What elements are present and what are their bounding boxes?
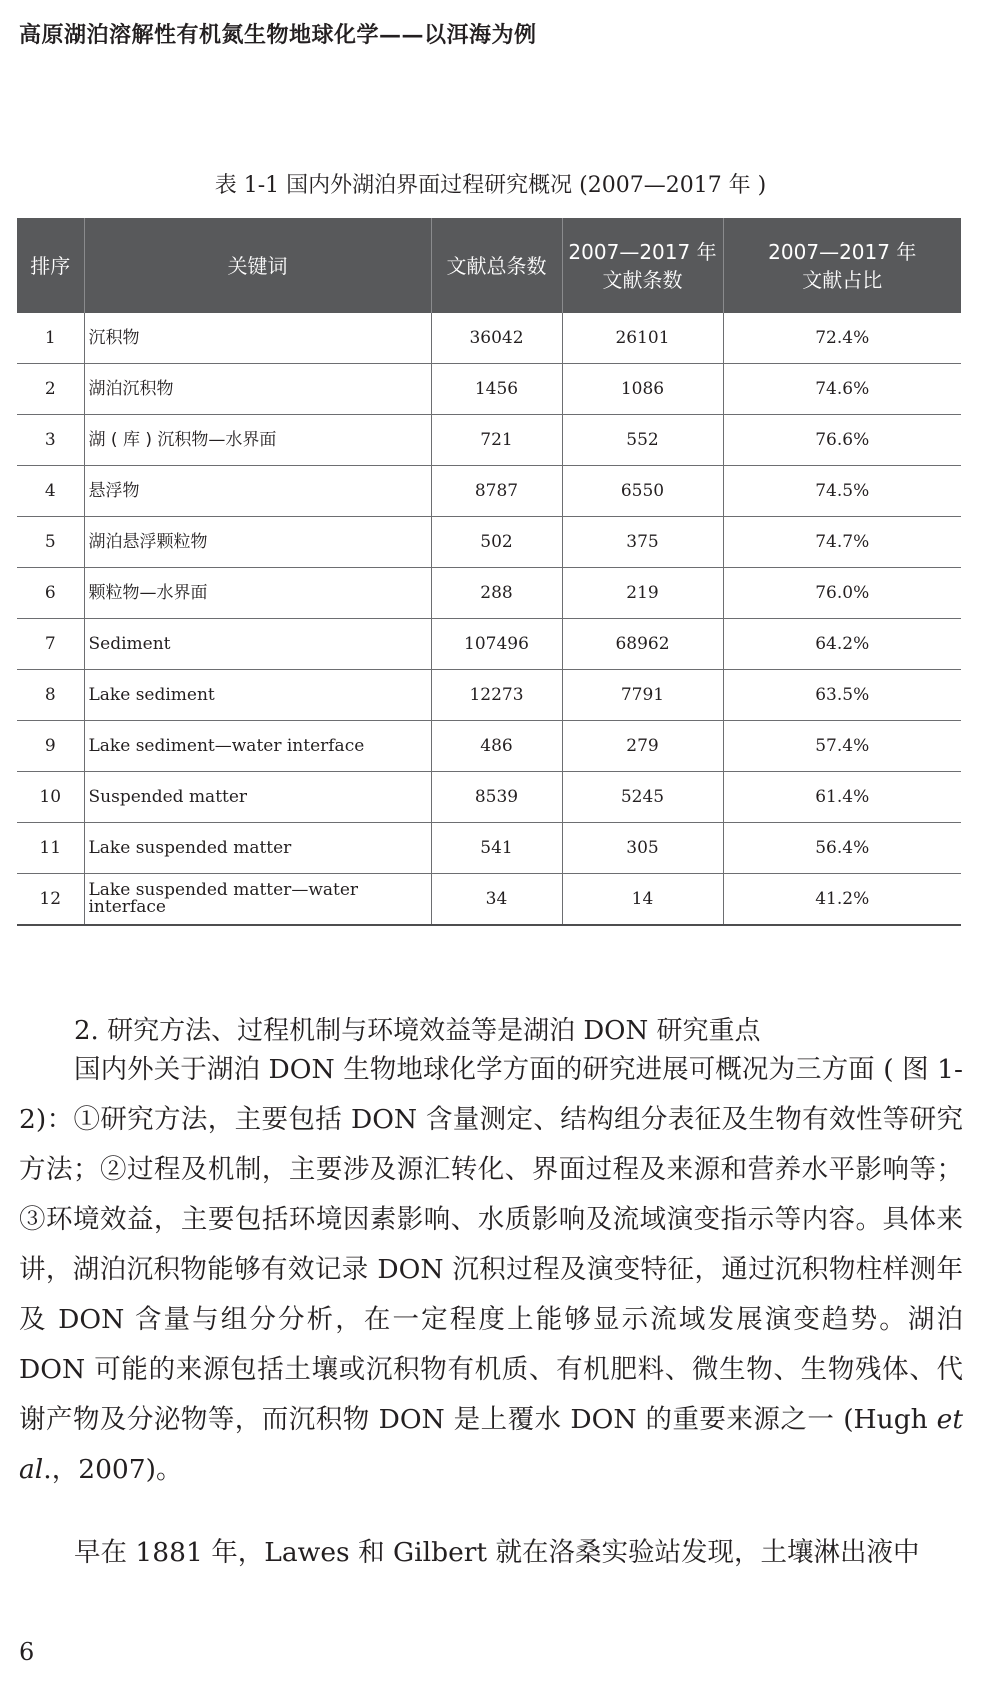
table-caption: 表 1-1 国内外湖泊界面过程研究概况 (2007—2017 年 ) <box>214 173 767 198</box>
section-heading: 2. 研究方法、过程机制与环境效益等是湖泊 DON 研究重点 <box>74 1016 761 1046</box>
cell-count: 1086 <box>562 364 723 415</box>
header-ratio-line1: 2007—2017 年 <box>768 239 917 264</box>
cell-rank: 10 <box>17 772 84 823</box>
cell-count: 305 <box>562 823 723 874</box>
cell-ratio: 74.6% <box>723 364 961 415</box>
header-rank: 排序 <box>17 218 84 313</box>
table-row <box>17 568 961 619</box>
header-count-line1: 2007—2017 年 <box>568 239 717 264</box>
header-ratio-line2: 文献占比 <box>802 267 883 292</box>
cell-keyword: Lake sediment—water interface <box>84 721 431 772</box>
cell-total: 8787 <box>431 466 562 517</box>
cell-rank: 12 <box>17 874 84 926</box>
literature-table <box>17 218 961 926</box>
paragraph-text-end: .，2007)。 <box>43 1454 183 1485</box>
cell-keyword: 湖泊沉积物 <box>84 364 431 415</box>
cell-total: 34 <box>431 874 562 926</box>
table-row <box>17 823 961 874</box>
cell-total: 12273 <box>431 670 562 721</box>
cell-ratio: 57.4% <box>723 721 961 772</box>
cell-keyword: 湖泊悬浮颗粒物 <box>84 517 431 568</box>
cell-keyword: 悬浮物 <box>84 466 431 517</box>
cell-rank: 6 <box>17 568 84 619</box>
cell-ratio: 41.2% <box>723 874 961 926</box>
cell-count: 375 <box>562 517 723 568</box>
header-total: 文献总条数 <box>431 218 562 313</box>
cell-count: 5245 <box>562 772 723 823</box>
cell-count: 6550 <box>562 466 723 517</box>
cell-rank: 11 <box>17 823 84 874</box>
page-number: 6 <box>19 1638 35 1666</box>
body-paragraph <box>19 1045 963 1495</box>
cell-keyword: 颗粒物—水界面 <box>84 568 431 619</box>
cell-keyword: Sediment <box>84 619 431 670</box>
paragraph-italic-text: et al <box>19 1404 963 1485</box>
cell-total: 541 <box>431 823 562 874</box>
cell-count: 7791 <box>562 670 723 721</box>
cell-total: 8539 <box>431 772 562 823</box>
cell-ratio: 63.5% <box>723 670 961 721</box>
cell-count: 14 <box>562 874 723 926</box>
table-row <box>17 517 961 568</box>
table-row <box>17 721 961 772</box>
table-row <box>17 670 961 721</box>
cell-count: 279 <box>562 721 723 772</box>
header-ratio <box>723 218 961 313</box>
running-head: 高原湖泊溶解性有机氮生物地球化学——以洱海为例 <box>19 22 537 48</box>
body-paragraph-2: 早在 1881 年，Lawes 和 Gilbert 就在洛桑实验站发现，土壤淋出液中 <box>74 1537 920 1568</box>
header-count-line2: 文献条数 <box>602 267 683 292</box>
table-row <box>17 772 961 823</box>
cell-ratio: 56.4% <box>723 823 961 874</box>
cell-rank: 2 <box>17 364 84 415</box>
table-row <box>17 619 961 670</box>
table-row <box>17 364 961 415</box>
header-count <box>562 218 723 313</box>
cell-total: 1456 <box>431 364 562 415</box>
table-row <box>17 466 961 517</box>
cell-rank: 1 <box>17 313 84 364</box>
cell-count: 68962 <box>562 619 723 670</box>
table-row <box>17 313 961 364</box>
cell-total: 721 <box>431 415 562 466</box>
cell-ratio: 64.2% <box>723 619 961 670</box>
cell-count: 26101 <box>562 313 723 364</box>
cell-rank: 5 <box>17 517 84 568</box>
cell-total: 36042 <box>431 313 562 364</box>
cell-ratio: 61.4% <box>723 772 961 823</box>
table-row <box>17 874 961 926</box>
table-header-row <box>17 218 961 313</box>
cell-keyword: Lake sediment <box>84 670 431 721</box>
cell-keyword: 沉积物 <box>84 313 431 364</box>
cell-total: 288 <box>431 568 562 619</box>
cell-rank: 8 <box>17 670 84 721</box>
cell-keyword: Lake suspended matter—water interface <box>84 874 431 926</box>
cell-keyword: Suspended matter <box>84 772 431 823</box>
cell-keyword: Lake suspended matter <box>84 823 431 874</box>
cell-rank: 9 <box>17 721 84 772</box>
cell-rank: 7 <box>17 619 84 670</box>
cell-ratio: 74.5% <box>723 466 961 517</box>
cell-count: 219 <box>562 568 723 619</box>
header-keyword: 关键词 <box>84 218 431 313</box>
cell-keyword: 湖 ( 库 ) 沉积物—水界面 <box>84 415 431 466</box>
cell-ratio: 76.0% <box>723 568 961 619</box>
cell-total: 107496 <box>431 619 562 670</box>
cell-ratio: 76.6% <box>723 415 961 466</box>
cell-ratio: 72.4% <box>723 313 961 364</box>
cell-count: 552 <box>562 415 723 466</box>
cell-total: 486 <box>431 721 562 772</box>
cell-rank: 4 <box>17 466 84 517</box>
paragraph-text: 国内外关于湖泊 DON 生物地球化学方面的研究进展可概况为三方面 ( 图 1-2)：①研究方法，主要包括 DON 含量测定、结构组分表征及生物有效性等研究方法；②过程及机制，主要涉及源汇转化、界面过程及来源和营养水平影响等；③环境效益，主要包括环境因素影响、水质影响及流域演变指示等内容。具体来讲，湖泊沉积物能够有效记录 DON 沉积过程及演变特征，通过沉积物柱样测年及 DON 含量与组分分析，在一定程度上能够显示流域发展演变趋势。湖泊 DON 可能的来源包括土壤或沉积物有机质、有机肥料、微生物、生物残体、代谢产物及分泌物等，而沉积物 DON 是上覆水 DON 的重要来源之一 (Hugh <box>19 1054 963 1435</box>
cell-ratio: 74.7% <box>723 517 961 568</box>
table-row <box>17 415 961 466</box>
cell-rank: 3 <box>17 415 84 466</box>
cell-total: 502 <box>431 517 562 568</box>
